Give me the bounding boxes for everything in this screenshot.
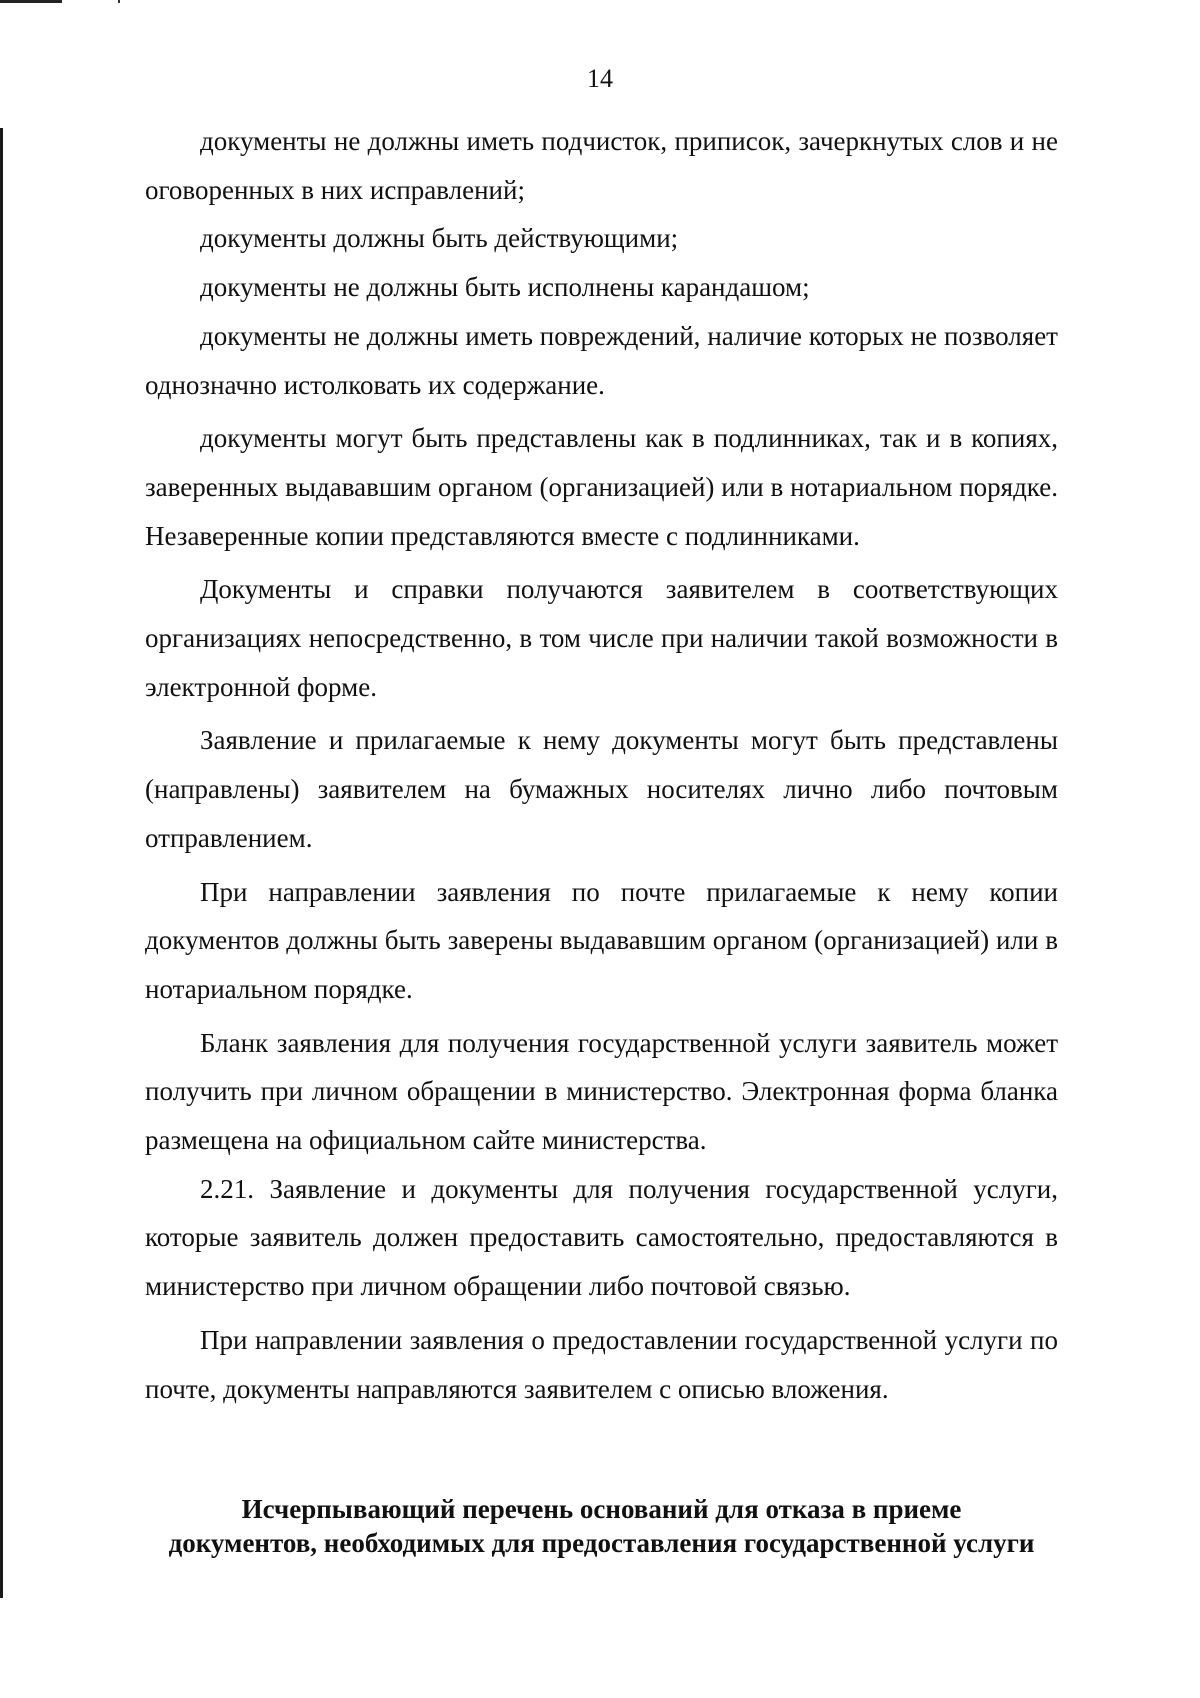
section-heading-line-1: Исчерпывающий перечень оснований для отказа в приеме [241,1494,962,1524]
paragraph-no-pencil: документы не должны быть исполнены карандашом; [200,272,810,303]
paragraph-2-21: 2.21. Заявление и документы для получения государственной услуги, которые заявитель должен предоставить самостоятельно, предоставляются в министерство при личном обращении либо почтовой связью. [145,1173,1058,1302]
scan-border-left [0,128,3,1598]
paragraph-submission-methods: Заявление и прилагаемые к нему документы могут быть представлены (направлены) заявителем на бумажных носителях лично либо почтовым отправлением. [145,725,1058,853]
page-number: 14 [587,64,613,93]
section-heading-line-2: документов, необходимых для предоставления государственной услуги [168,1528,1035,1558]
scan-border-top [0,0,62,3]
section-heading [145,1492,1058,1560]
paragraph-obtaining-documents: Документы и справки получаются заявителем в соответствующих организациях непосредственно, в том числе при наличии такой возможности в электронной форме. [145,574,1058,702]
paragraph-valid-documents: документы должны быть действующими; [200,223,679,254]
document-body [145,117,1058,1413]
paragraph-no-damage: документы не должны иметь повреждений, наличие которых не позволяет однозначно истолковать их содержание. [145,320,1058,400]
paragraph-application-form: Бланк заявления для получения государственной услуги заявитель может получить при личном обращении в министерство. Электронная форма бланка размещена на официальном сайте министерства. [145,1027,1058,1156]
paragraph-inventory-enclosure: При направлении заявления о предоставлении государственной услуги по почте, документы направляются заявителем с описью вложения. [145,1324,1058,1404]
paragraph-no-erasures: документы не должны иметь подчисток, приписок, зачеркнутых слов и не оговоренных в них исправлений; [145,126,1058,205]
paragraph-originals-or-copies: документы могут быть представлены как в подлинниках, так и в копиях, заверенных выдававшим органом (организацией) или в нотариальном порядке. Незаверенные копии представляются вместе с подлинниками. [145,423,1058,551]
scan-border-tick [118,0,120,3]
paragraph-postal-copies: При направлении заявления по почте прилагаемые к нему копии документов должны быть заверены выдававшим органом (организацией) или в нотариальном порядке. [145,876,1058,1004]
